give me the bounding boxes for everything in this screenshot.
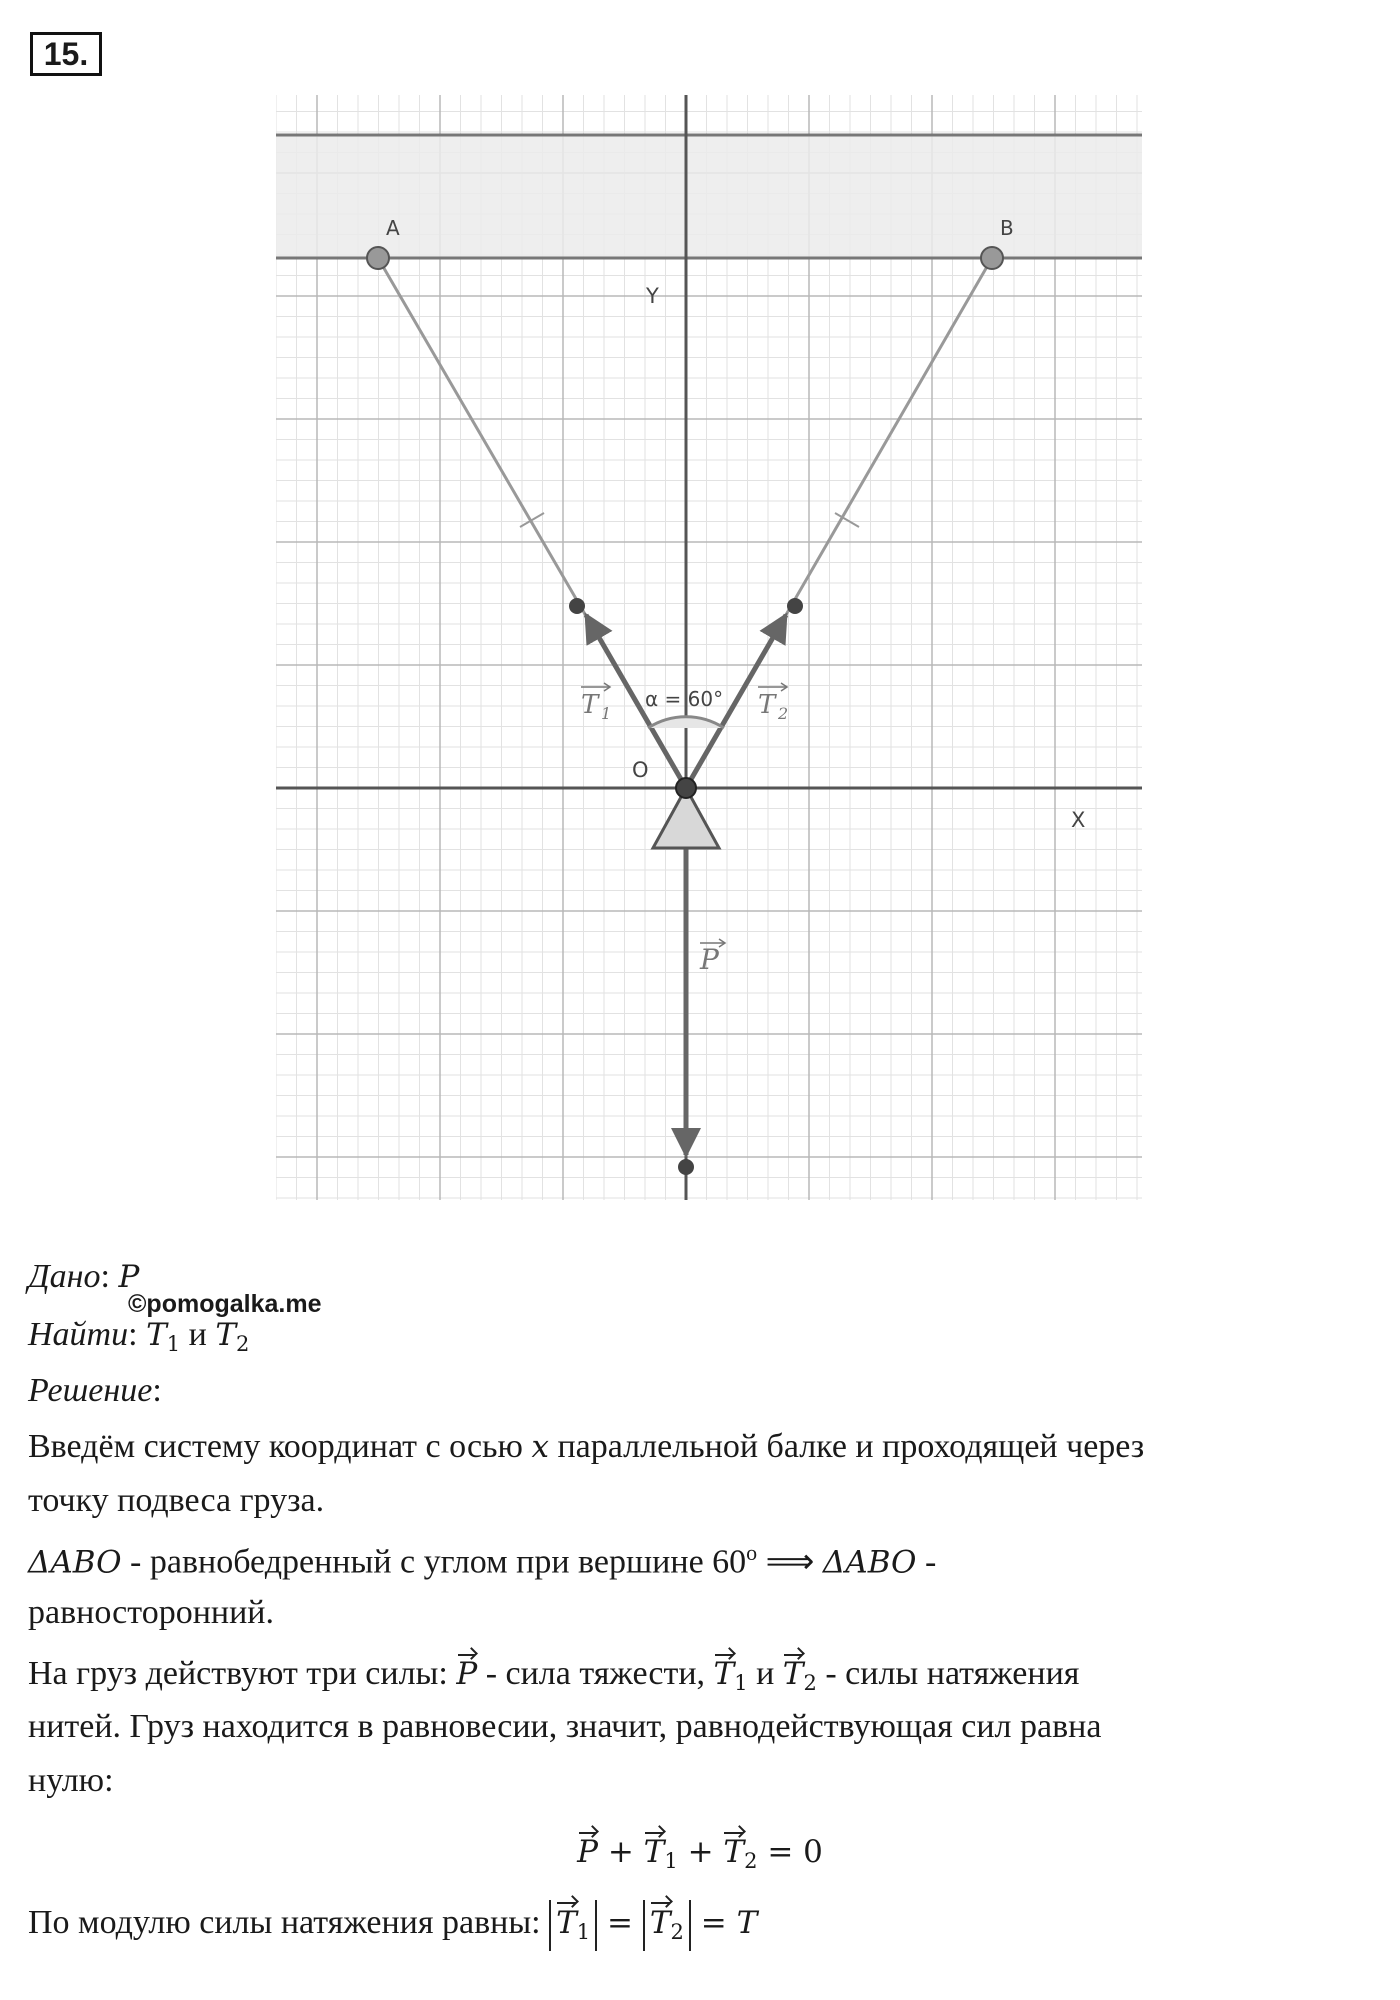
point-a (367, 247, 389, 269)
eq-plus-1: + (597, 1834, 644, 1870)
label-p (699, 939, 725, 976)
p3-vector-p: P (456, 1656, 478, 1692)
find-t2: T (215, 1317, 237, 1353)
p3-text-c: - силы натяжения (816, 1655, 1080, 1692)
p1-text-b: параллельной балке и проходящей через (548, 1428, 1145, 1465)
find-label: Найти (28, 1316, 129, 1353)
mod-sub1: 1 (576, 1920, 591, 1944)
t2-endpoint (787, 598, 803, 614)
eq-vector-t2: T (723, 1830, 744, 1870)
label-o: O (632, 758, 649, 782)
find-line: Найти: $T_1$ и $T_2$ (28, 1316, 250, 1356)
mod-eq-2: = (690, 1905, 737, 1941)
mod-text: По модулю силы натяжения равны: (28, 1904, 550, 1941)
given-value: P (118, 1259, 140, 1295)
label-t2 (758, 683, 788, 723)
p3-text-b: - сила тяжести, (477, 1655, 714, 1692)
eq-plus-2: + (677, 1834, 724, 1870)
p2-text-b: - (916, 1543, 937, 1581)
t2-letter: T (758, 690, 776, 720)
given-label: Дано (28, 1258, 101, 1295)
p2-degree: o (746, 1540, 758, 1565)
paragraph3-line3: нулю: (28, 1762, 114, 1799)
label-x: X (1071, 808, 1086, 832)
paragraph3-line1 (28, 1652, 1079, 1695)
find-and: и (188, 1316, 207, 1353)
angle-arc (648, 717, 724, 728)
modulus-line (28, 1900, 757, 1951)
label-a: A (386, 216, 400, 240)
watermark: ©pomogalka.me (128, 1290, 322, 1318)
paragraph2-line2: равносторонний. (28, 1594, 274, 1631)
p2-text-a: - равнобедренный с углом при вершине 60 (121, 1543, 747, 1581)
p3-sub2: 2 (803, 1671, 817, 1695)
point-o (676, 778, 696, 798)
paragraph3-line2: нитей. Груз находится в равновесии, значит, равнодействующая сил равна (28, 1708, 1102, 1745)
label-b: B (1000, 216, 1014, 240)
mod-eq-1: = (597, 1905, 643, 1941)
p3-vector-t2: T (783, 1652, 804, 1692)
point-b (981, 247, 1003, 269)
t1-letter: T (581, 690, 599, 720)
eq-vector-t1: T (644, 1830, 665, 1870)
p1-text-a: Введём систему координат с осью (28, 1428, 532, 1465)
eq-sub2: 2 (744, 1849, 758, 1873)
paragraph2-line1 (28, 1540, 936, 1581)
p3-text-a: На груз действуют три силы: (28, 1655, 457, 1692)
p-endpoint (678, 1159, 694, 1175)
mod-t2: T (650, 1900, 671, 1942)
mod-sub2: 2 (670, 1920, 684, 1944)
force-diagram (276, 95, 1142, 1200)
given-line: Дано: P (28, 1258, 140, 1295)
label-y: Y (646, 284, 659, 308)
p3-vector-t1: T (714, 1652, 735, 1692)
eq-equals-zero: = 0 (757, 1834, 823, 1870)
paragraph1-line2: точку подвеса груза. (28, 1482, 325, 1519)
angle-label: α = 60° (645, 687, 724, 711)
p-letter: P (700, 943, 719, 976)
p2-triangle: ΔABO (28, 1544, 122, 1581)
p2-triangle-2: ΔABO (822, 1544, 917, 1581)
solution-label-line: Решение: (28, 1372, 162, 1409)
t2-subscript: 2 (778, 704, 789, 723)
mod-t1: T (556, 1900, 577, 1942)
p1-var-x: x (531, 1429, 549, 1465)
p2-implies: ⟹ (757, 1543, 823, 1581)
find-sub1: 1 (166, 1332, 181, 1356)
t1-endpoint (569, 598, 585, 614)
p3-and: и (747, 1655, 783, 1692)
mod-T: T (736, 1905, 758, 1941)
find-sub2: 2 (236, 1332, 250, 1356)
label-t1 (581, 683, 611, 723)
eq-sub1: 1 (664, 1849, 678, 1873)
t1-subscript: 1 (601, 704, 612, 723)
solution-label: Решение (28, 1372, 153, 1409)
paragraph1-line1 (28, 1428, 1144, 1466)
find-t1: T (146, 1317, 167, 1353)
eq-vector-p: P (577, 1834, 598, 1870)
p3-sub1: 1 (734, 1671, 748, 1695)
task-number: 15. (30, 32, 102, 76)
equilibrium-equation (0, 1830, 1400, 1873)
grid (276, 95, 1142, 1200)
